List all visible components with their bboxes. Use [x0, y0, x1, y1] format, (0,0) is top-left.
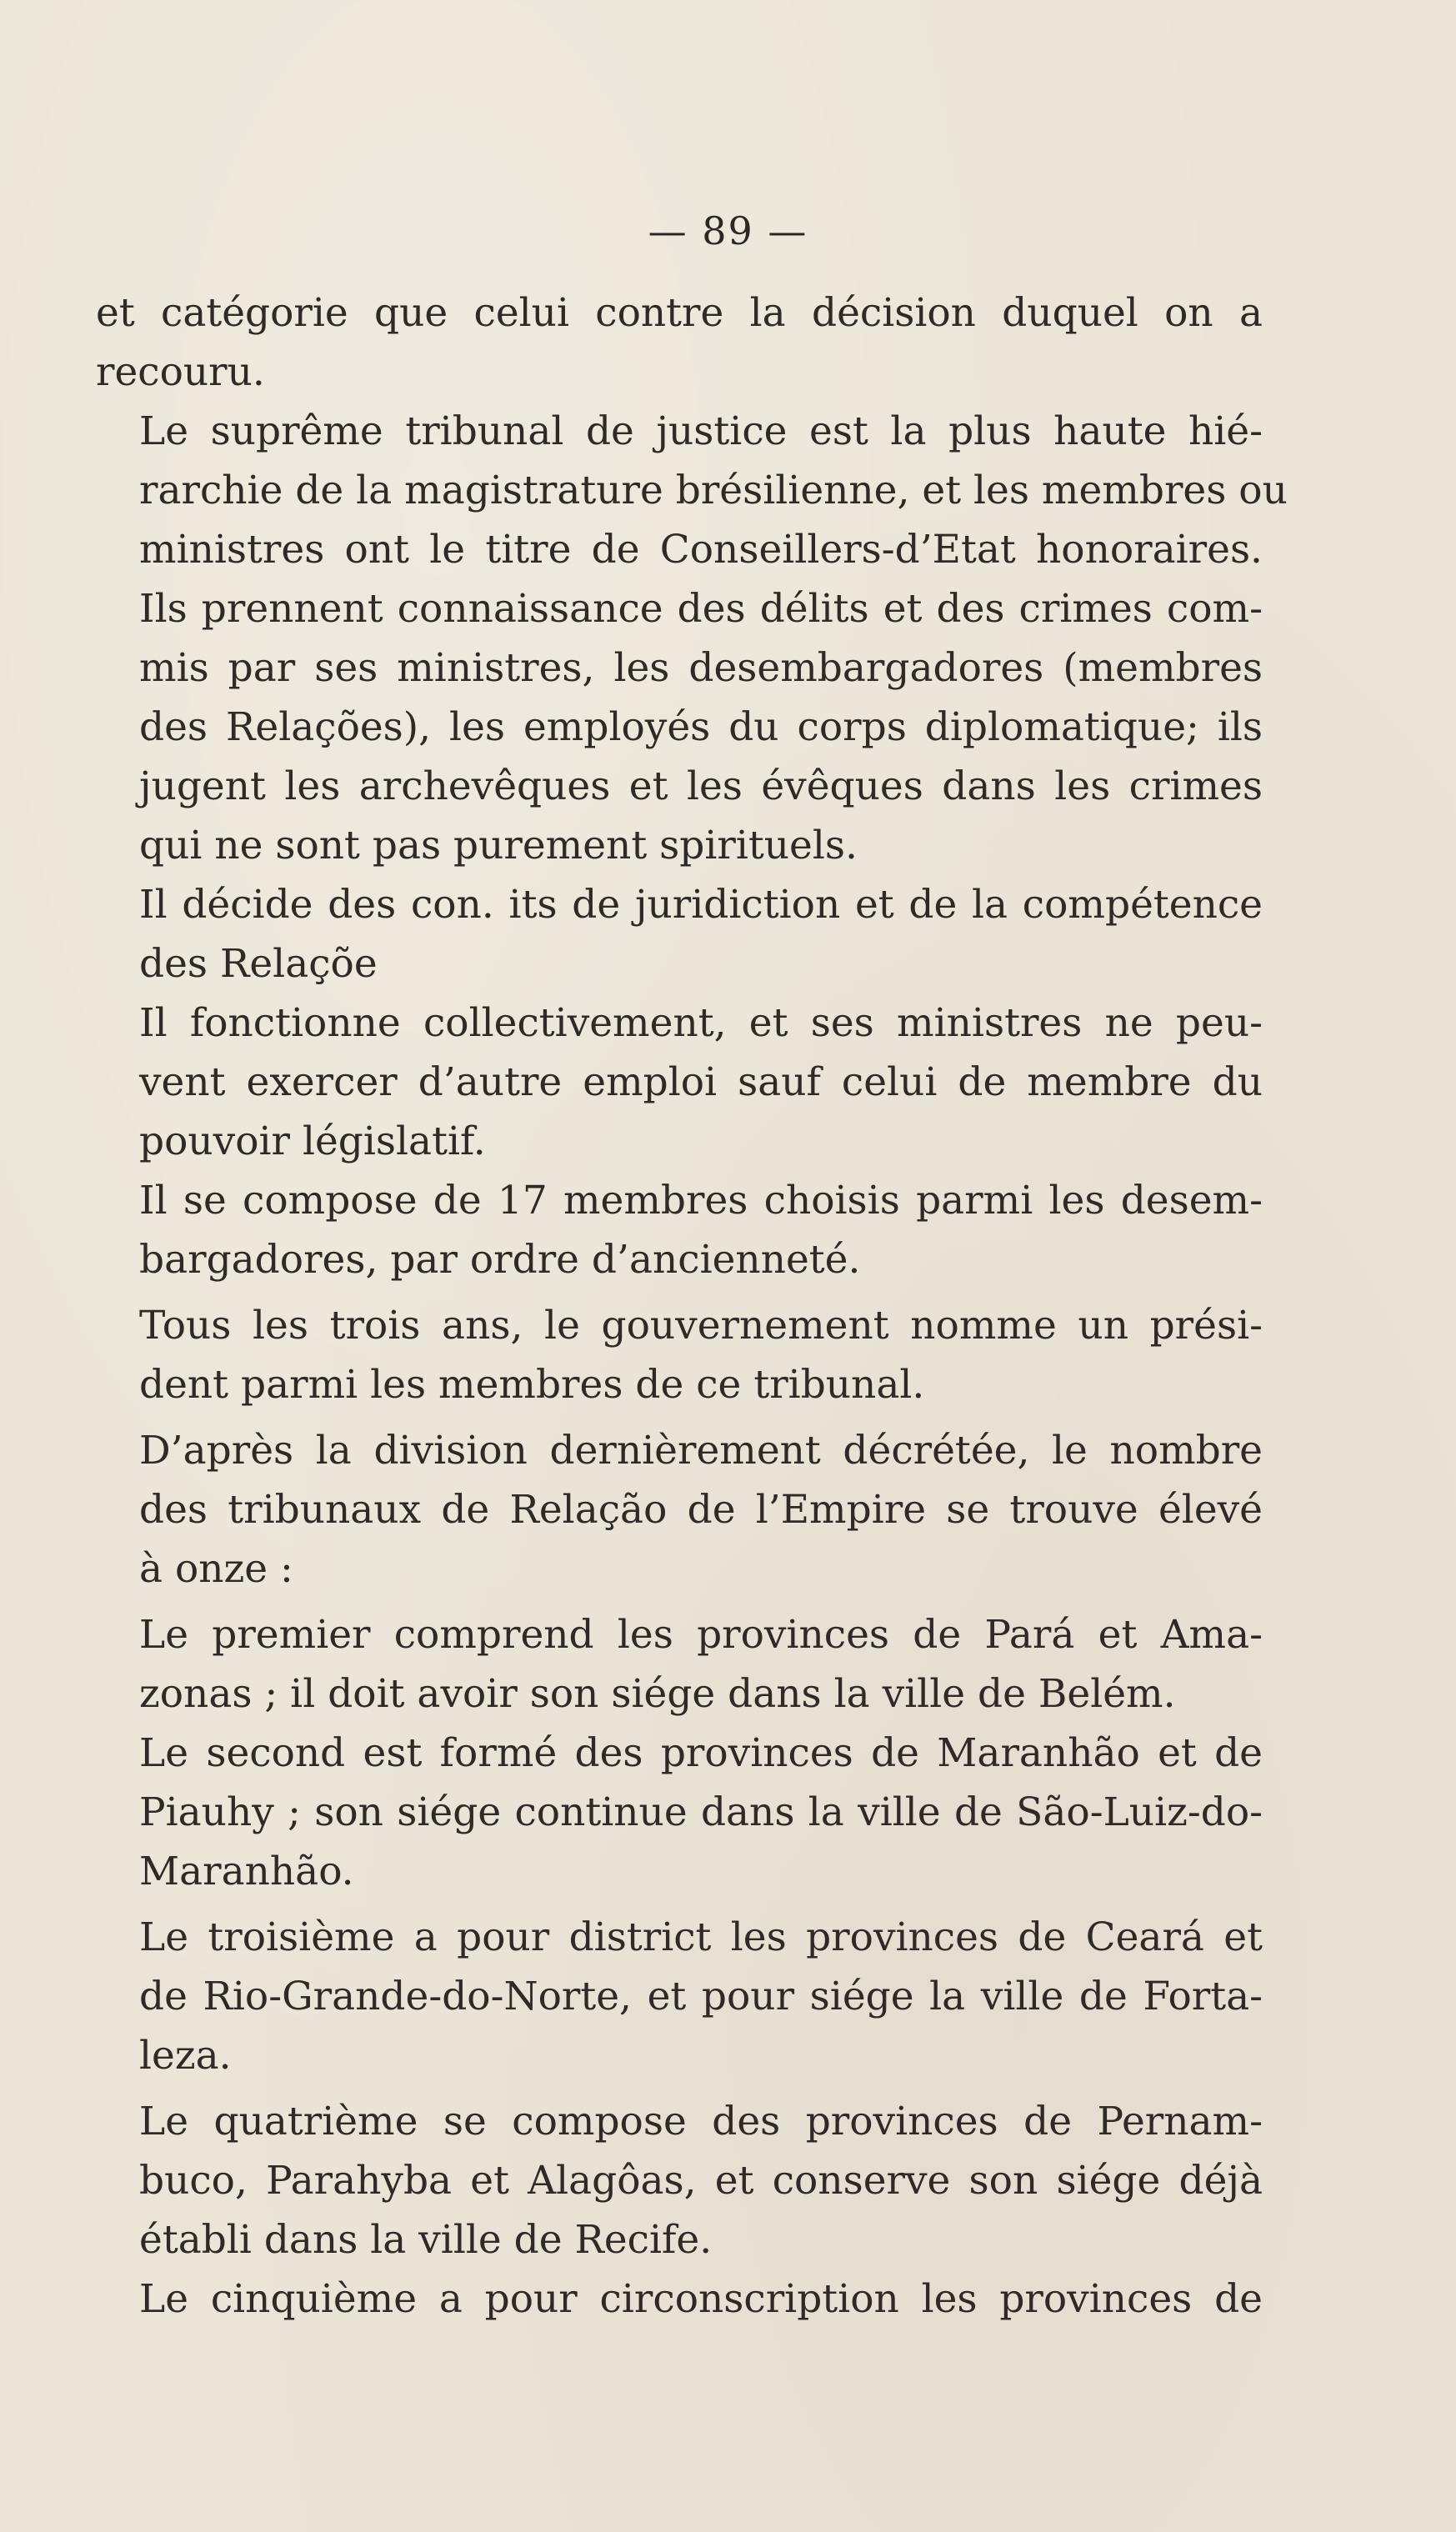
text-line: Il se compose de 17 membres choisis parmi les desem-	[139, 1178, 1263, 1223]
page-number: — 89 —	[648, 208, 808, 253]
paragraph	[96, 2269, 1263, 2329]
paragraph	[96, 1421, 1263, 1599]
text-line: jugent les archevêques et les évêques dans les crimes	[139, 763, 1263, 809]
text-line: Le suprême tribunal de justice est la plus haute hié-	[139, 408, 1263, 454]
text-line: mis par ses ministres, les desembargadores (membres	[139, 645, 1263, 691]
text-line: pouvoir législatif.	[139, 1118, 486, 1164]
text-line: Le premier comprend les provinces de Pará et Ama-	[139, 1612, 1263, 1658]
paragraph	[96, 875, 1263, 993]
text-line: établi dans la ville de Recife.	[139, 2217, 713, 2263]
text-line: Le troisième a pour district les provinces de Ceará et	[139, 1914, 1263, 1960]
text-line: Ils prennent connaissance des délits et des crimes com-	[139, 586, 1263, 632]
text-line: Il décide des con. its de juridiction et de la compétence	[139, 882, 1263, 928]
text-line: Le quatrième se compose des provinces de Pernam-	[139, 2099, 1263, 2144]
paragraph	[96, 402, 1288, 875]
paragraph	[96, 2092, 1263, 2269]
body-text	[96, 283, 1288, 2329]
paragraph	[96, 1908, 1263, 2085]
text-line: buco, Parahyba et Alagôas, et conserve son siége déjà	[139, 2158, 1263, 2204]
text-line: leza.	[139, 2033, 232, 2079]
text-line: de Rio-Grande-do-Norte, et pour siége la ville de Forta-	[139, 1974, 1263, 2019]
text-line: à onze :	[139, 1546, 293, 1592]
text-line: bargadores, par ordre d’ancienneté.	[139, 1237, 861, 1283]
text-line: des Relações), les employés du corps diplomatique; ils	[139, 704, 1263, 750]
paragraph	[96, 993, 1263, 1171]
paragraph	[96, 1605, 1263, 1724]
text-line: Maranhão.	[139, 1849, 354, 1894]
paragraph	[96, 1724, 1263, 1901]
text-line: recouru.	[96, 349, 265, 395]
text-line: Piauhy ; son siége continue dans la ville de São-Luiz-do-	[139, 1789, 1263, 1835]
paragraph	[96, 1296, 1263, 1414]
text-line: qui ne sont pas purement spirituels.	[139, 823, 858, 868]
text-line: Le cinquième a pour circonscription les provinces de	[139, 2276, 1263, 2322]
text-line: des Relaçõe	[139, 941, 378, 987]
paragraph	[96, 1171, 1263, 1289]
text-line: des tribunaux de Relação de l’Empire se trouve élevé	[139, 1487, 1263, 1533]
text-line: zonas ; il doit avoir son siége dans la ville de Belém.	[139, 1671, 1176, 1717]
text-line: Il fonctionne collectivement, et ses ministres ne peu-	[139, 1000, 1263, 1046]
text-line: dent parmi les membres de ce tribunal.	[139, 1362, 925, 1408]
text-line: Le second est formé des provinces de Maranhão et de	[139, 1730, 1263, 1776]
text-line: et catégorie que celui contre la décision duquel on a	[96, 290, 1263, 336]
paragraph	[96, 283, 1263, 402]
text-line: rarchie de la magistrature brésilienne, et les membres ou	[139, 468, 1288, 513]
text-line: D’après la division dernièrement décrétée, le nombre	[139, 1428, 1263, 1474]
text-line: Tous les trois ans, le gouvernement nomme un prési-	[139, 1303, 1263, 1349]
text-line: ministres ont le titre de Conseillers-d’Etat honoraires.	[139, 527, 1263, 573]
text-line: vent exercer d’autre emploi sauf celui de membre du	[139, 1059, 1263, 1105]
